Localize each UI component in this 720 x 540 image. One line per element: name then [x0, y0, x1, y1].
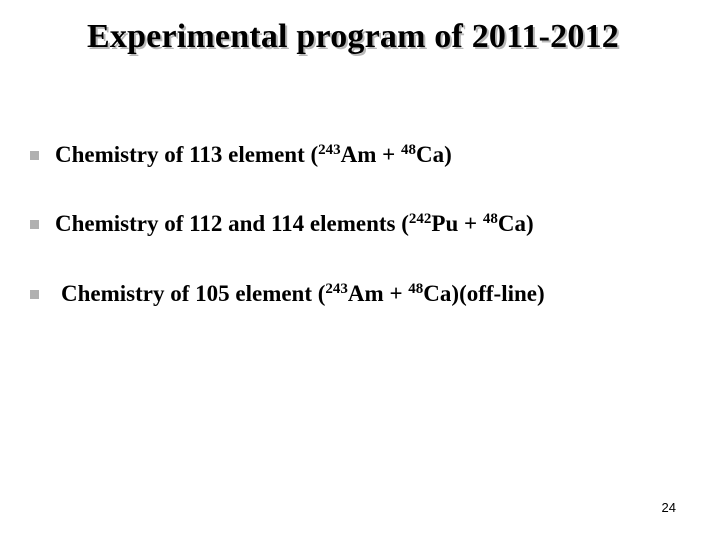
- slide-title: Experimental program of 2011-2012: [87, 18, 619, 55]
- isotope-mass: 242: [408, 211, 432, 227]
- isotope-mass: 243: [318, 142, 341, 158]
- square-bullet-icon: [30, 151, 39, 160]
- bullet-item: [30, 211, 534, 245]
- page-number: 24: [661, 500, 676, 515]
- bullet-item: [30, 142, 452, 176]
- isotope-mass: 48: [401, 142, 417, 158]
- bullet-text: Chemistry of 113 element ($^{243}$Am + $^{48}$Ca): [55, 142, 452, 167]
- bullet-item: [30, 281, 545, 315]
- bullet-text: Chemistry of 105 element ($^{243}$Am + $^{48}$Ca)(off-line): [61, 281, 545, 306]
- square-bullet-icon: [30, 220, 39, 229]
- isotope-mass: 48: [408, 281, 424, 297]
- isotope-mass: 48: [482, 211, 498, 227]
- square-bullet-icon: [30, 290, 39, 299]
- isotope-mass: 243: [325, 281, 348, 297]
- bullet-text: Chemistry of 112 and 114 elements ($^{242}$Pu + $^{48}$Ca): [55, 211, 534, 236]
